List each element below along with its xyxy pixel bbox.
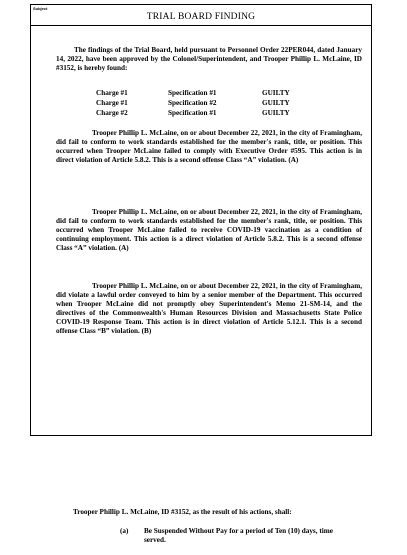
- result-statement: Trooper Phillip L. McLaine, ID #3152, as the result of his actions, shall:: [73, 508, 292, 516]
- sanction-item: [120, 527, 354, 545]
- charge-row: [96, 98, 322, 108]
- sanction-text: Be Suspended Without Pay for a period of Ten (10) days, time served.: [144, 527, 333, 544]
- charge-label: Charge #1: [96, 89, 128, 97]
- charge-row: [96, 88, 322, 98]
- finding-paragraph-3: Trooper Phillip L. McLaine, on or about December 22, 2021, in the city of Framingham, did violate a lawful order conveyed to him by a senior member of the Department. This occurred when Trooper McLaine did not promptly obey Superintendent's Memo 21-SM-14, and the directives of the Commonwealth's Human Resources Division and Massachusetts State Police COVID-19 Response Team. This action is in direct violation of Article 5.12.1. This is a second offense Class “B” violation. (B): [56, 282, 362, 335]
- charge-label: Charge #2: [96, 109, 128, 117]
- subject-label: Subject: [33, 6, 48, 11]
- charge-label: Charge #1: [96, 99, 128, 107]
- specification-label: Specification #1: [168, 109, 217, 117]
- title-divider: [30, 25, 372, 26]
- finding-paragraph-1: Trooper Phillip L. McLaine, on or about December 22, 2021, in the city of Framingham, did fail to conform to work standards established for the member's rank, title, or position. This occurred when Trooper McLaine failed to comply with Executive Order #595. This action is in direct violation of Article 5.8.2. This is a second offense Class “A” violation. (A): [56, 129, 362, 164]
- specification-label: Specification #1: [168, 89, 217, 97]
- finding-label: GUILTY: [262, 99, 290, 107]
- charges-table: [96, 88, 322, 118]
- finding-label: GUILTY: [262, 109, 290, 117]
- intro-paragraph: The findings of the Trial Board, held pursuant to Personnel Order 22PER044, dated January 14, 2022, have been approved by the Colonel/Superintendent, and Trooper Phillip L. McLaine, ID #3152, is hereby found:: [56, 46, 362, 72]
- finding-label: GUILTY: [262, 89, 290, 97]
- sanction-label: (a): [120, 527, 129, 535]
- specification-label: Specification #2: [168, 99, 217, 107]
- document-title: TRIAL BOARD FINDING: [146, 12, 256, 22]
- charge-row: [96, 108, 322, 118]
- finding-paragraph-2: Trooper Phillip L. McLaine, on or about December 22, 2021, in the city of Framingham, did fail to conform to work standards established for the member's rank, title, or position. This occurred when Trooper McLaine failed to receive COVID-19 vaccination as a condition of continuing employment. This action is a direct violation of Article 5.8.2. This is a second offense Class “A” violation. (A): [56, 208, 362, 252]
